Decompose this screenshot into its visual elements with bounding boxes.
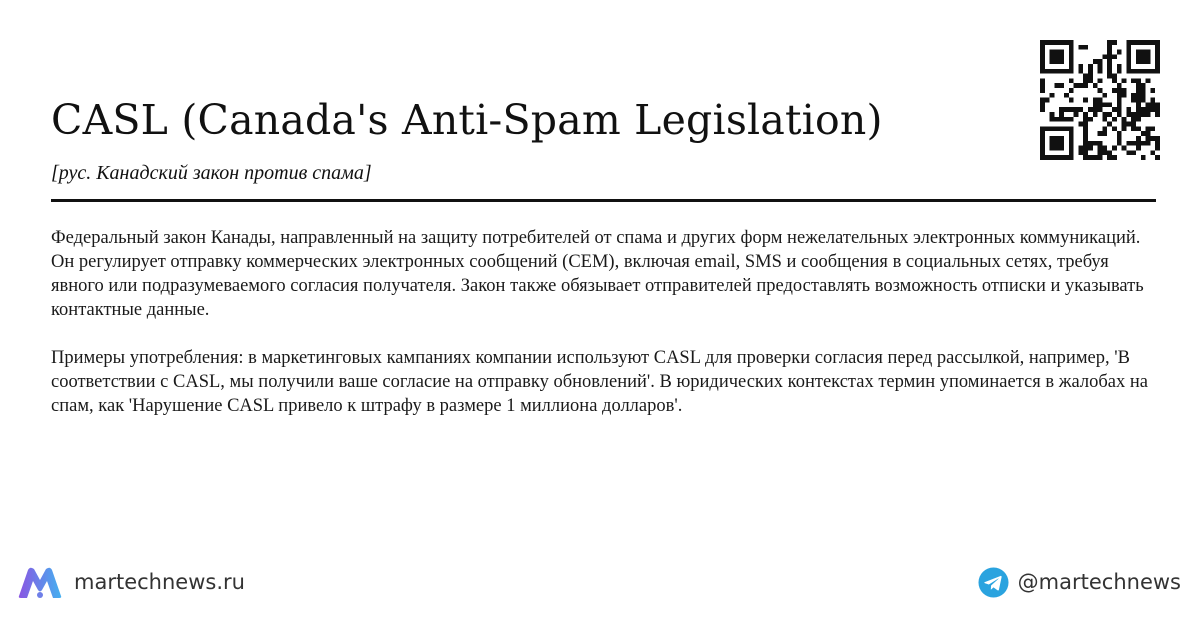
qr-code-icon <box>1040 40 1160 160</box>
definition-body <box>51 226 1161 418</box>
telegram-handle: @martechnews <box>1017 570 1181 594</box>
definition-paragraph: Федеральный закон Канады, направленный на защиту потребителей от спама и других форм нежелательных электронных коммуникаций. Он регулирует отправку коммерческих электронных сообщений (CEM), включая email, SMS и сообщения в социальных сетях, требуя явного или подразумеваемого согласия получателя. Закон также обязывает отправителей предоставлять возможность отписки и указывать контактные данные. <box>51 228 1144 320</box>
telegram-icon <box>978 567 1009 598</box>
site-link[interactable] <box>15 566 245 598</box>
term-translation: [рус. Канадский закон против спама] <box>51 162 372 184</box>
title-divider <box>51 199 1156 202</box>
usage-examples-paragraph: Примеры употребления: в маркетинговых кампаниях компании используют CASL для проверки согласия перед рассылкой, например, 'В соответствии с CASL, мы получили ваше согласие на отправку обновлений'. В юридических контекстах термин упоминается в жалобах на спам, как 'Нарушение CASL привело к штрафу в размере 1 миллиона долларов'. <box>51 348 1148 416</box>
site-url: martechnews.ru <box>74 570 245 594</box>
telegram-link[interactable] <box>978 566 1181 598</box>
page-title: CASL (Canada's Anti-Spam Legislation) <box>51 96 883 144</box>
martechnews-logo-icon <box>15 566 65 598</box>
